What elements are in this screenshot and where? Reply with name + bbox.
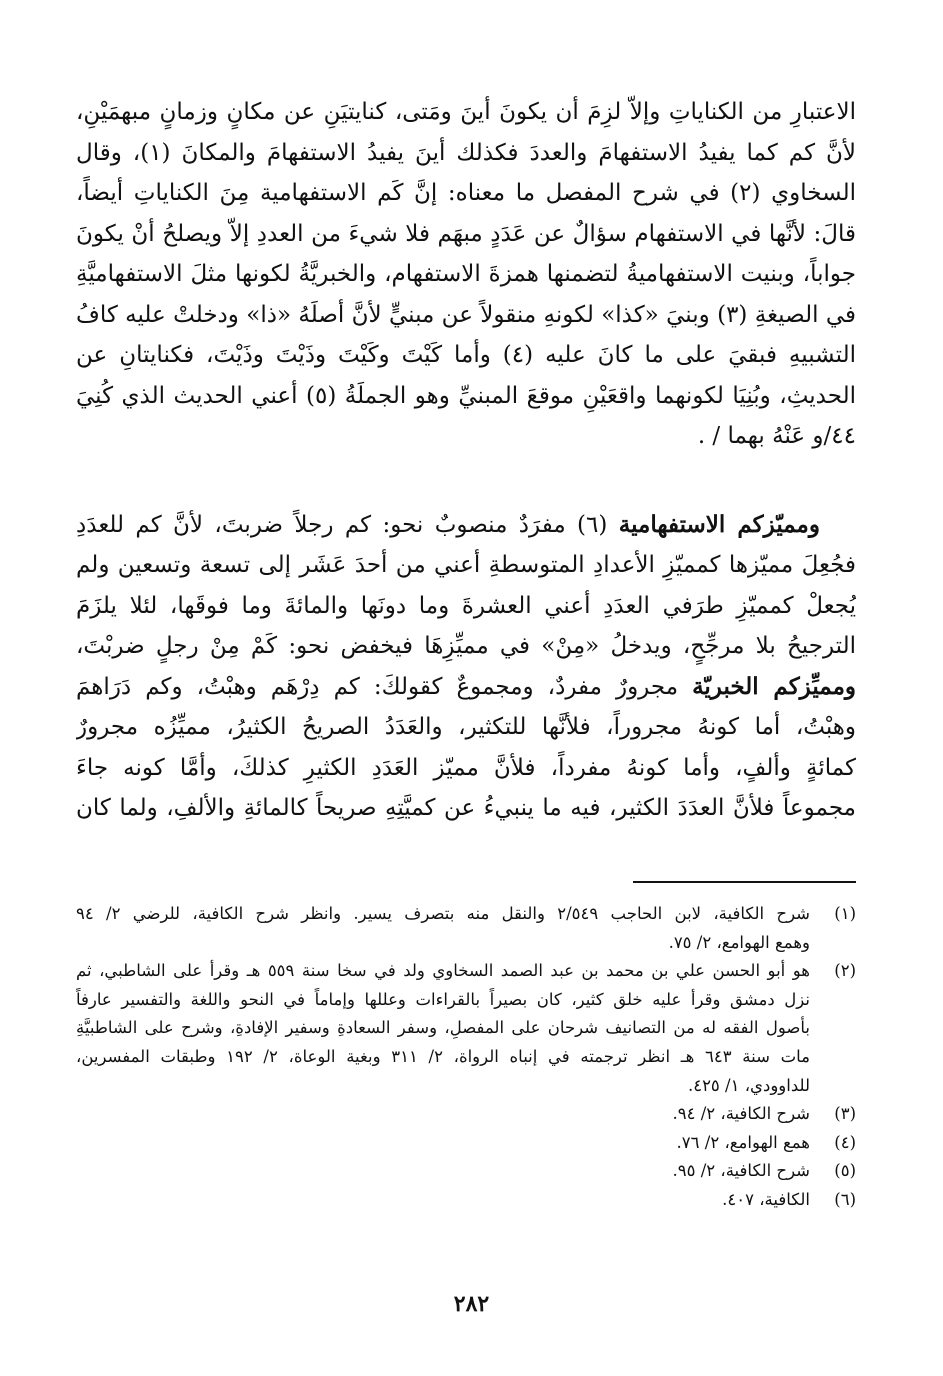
text-line bbox=[76, 667, 856, 708]
footnote-line: بأصول الفقه له من التصانيف شرحان على المفصلِ، وسفر السعادةِ وسفير الإفادةِ، وشرح على الشاطبيَّةِ bbox=[76, 1018, 810, 1038]
page-number: ٢٨٢ bbox=[453, 1291, 490, 1317]
footnote-number: (٦) bbox=[834, 1189, 856, 1209]
footnote-5 bbox=[76, 1157, 856, 1186]
footnote-line: شرح الكافية، لابن الحاجب ٢/٥٤٩ والنقل منه بتصرف يسير. وانظر شرح الكافية، للرضي ٢/ ٩٤ bbox=[76, 904, 810, 923]
text-line: الحديثِ، وبُنِيَا لكونهما واقعَيْنِ موقعَ المبنيِّ وهو الجملَةُ (٥) أعني الحديث الذي كُنِيَ bbox=[76, 382, 856, 409]
text-line: يُجعلْ كمميّزِ طرَفي العدَدِ أعني العشرةَ وما دونَها والمائةَ وما فوقَها، لئلا يلزَمَ bbox=[76, 592, 856, 619]
footnote-line: همع الهوامع، ٢/ ٧٦. bbox=[676, 1132, 810, 1152]
footnote-line: مات سنة ٦٤٣ هـ انظر ترجمته في إنباه الرواة، ٢/ ٣١١ وبغية الوعاة، ٢/ ١٩٢ وطبقات المفسرين، bbox=[76, 1046, 810, 1066]
footnote-6 bbox=[76, 1186, 856, 1215]
text-line: جواباً، وبنيت الاستفهاميةُ لتضمنها همزةَ الاستفهام، والخبريَّةُ لكونها مثلَ الاستفهاميَّةِ bbox=[76, 261, 856, 287]
bold-term: ومميّزكم الاستفهامية bbox=[618, 510, 820, 538]
footnote-number: (٢) bbox=[834, 961, 856, 981]
text-line bbox=[76, 505, 856, 546]
footnote-line: هو أبو الحسن علي بن محمد بن عبد الصمد السخاوي ولد في سخا سنة ٥٥٩ هـ وقرأ على الشاطبي، ثم bbox=[76, 961, 810, 981]
text-line: لأنَّ كم كما يفيدُ الاستفهامَ والعددَ فكذلك أينَ يفيدُ الاستفهامَ والمكانَ (١)، وقال bbox=[76, 139, 856, 166]
footnote-number: (٤) bbox=[834, 1132, 856, 1152]
footnote-line: وهمع الهوامع، ٢/ ٧٥. bbox=[668, 932, 810, 952]
footnote-number: (٥) bbox=[834, 1161, 856, 1181]
footnote-line: شرح الكافية، ٢/ ٩٤. bbox=[672, 1104, 810, 1124]
paragraph-2 bbox=[76, 505, 856, 829]
footnote-number: (٣) bbox=[834, 1104, 856, 1124]
footnote-line: للداوودي، ١/ ٤٢٥. bbox=[687, 1075, 810, 1095]
text-line: الاعتبارِ من الكناياتِ وإلاّ لزِمَ أن يكونَ أينَ ومَتى، كنايتيَنِ عن مكانٍ وزمانٍ مبهمَيْنِ، bbox=[76, 99, 856, 125]
text-line: فجُعِلَ مميّزها كمميّزِ الأعدادِ المتوسطةِ أعني من أحدَ عَشَر إلى تسعة وتسعين ولم bbox=[76, 552, 856, 578]
bold-term: ومميِّزكم الخبريّة bbox=[692, 672, 856, 700]
main-text bbox=[76, 92, 856, 829]
footnote-number: (١) bbox=[834, 904, 856, 923]
footnotes bbox=[76, 900, 856, 1215]
text-line: وهبْتُ، أما كونهُ مجروراً، فلأنَّها للتكثير، والعَدَدُ الصريحُ الكثيرُ، مميِّزُه مجرورٌ bbox=[76, 714, 856, 740]
text-line: قالَ: لأنَّها في الاستفهام سؤالٌ عن عَدَدٍ مبهَم فلا شيءَ من العددِ إلاّ ويصلحُ أنْ يكونَ bbox=[76, 220, 856, 247]
text-line: التشبيهِ فبقيَ على ما كانَ عليه (٤) وأما كَيْتَ وكَيْتَ وذَيْتَ وذَيْتَ، فكنايتانِ عن bbox=[76, 342, 856, 368]
text-line: في الصيغةِ (٣) وبنيَ «كذا» لكونهِ منقولاً عن مبنيٍّ لأنَّ أصلَهُ «ذا» ودخلتْ عليه كافُ bbox=[76, 301, 856, 328]
footnote-4 bbox=[76, 1129, 856, 1158]
footnote-3 bbox=[76, 1100, 856, 1129]
text-line: مجموعاً فلأنَّ العدَدَ الكثير، فيه ما ينبيءُ عن كميَّتِهِ صريحاً كالمائةِ والألفِ، ولما كان bbox=[76, 795, 856, 821]
footnote-line: الكافية، ٤٠٧. bbox=[722, 1189, 810, 1209]
text-run: (٦) مفرَدٌ منصوبٌ نحو: كم رجلاً ضربتَ، لأنَّ كم للعدَدِ bbox=[76, 511, 619, 538]
footnote-line: نزل دمشق وقرأ عليه خلق كثير، كان بصيراً بالقراءات وعللها وإماماً في النحو واللغة والتفسير عارفاً bbox=[76, 989, 810, 1009]
footnote-line: شرح الكافية، ٢/ ٩٥. bbox=[672, 1161, 810, 1181]
footnote-1 bbox=[76, 900, 856, 957]
text-run: مجرورٌ مفردٌ، ومجموعٌ كقولكَ: كم دِرْهَم وهبْتُ، وكم دَرَاهمَ bbox=[76, 673, 693, 700]
footnote-divider bbox=[633, 881, 856, 883]
footnote-2 bbox=[76, 957, 856, 1100]
paragraph-1 bbox=[76, 92, 856, 457]
text-line: ٤٤/و عَنْهُ بهما / . bbox=[697, 423, 856, 449]
text-line: كمائةٍ وألفٍ، وأما كونهُ مفرداً، فلأنَّ مميّز العَدَدِ الكثيرِ كذلكَ، وأمَّا كونه جاءَ bbox=[76, 754, 856, 781]
text-line: السخاوي (٢) في شرح المفصل ما معناه: إنَّ كَم الاستفهامية مِنَ الكناياتِ أيضاً، bbox=[76, 180, 856, 206]
text-line: الترجيحُ بلا مرجِّحٍ، ويدخلُ «مِنْ» في مميِّزِهَا فيخفض نحو: كَمْ مِنْ رجلٍ ضربْتَ، bbox=[76, 633, 856, 659]
